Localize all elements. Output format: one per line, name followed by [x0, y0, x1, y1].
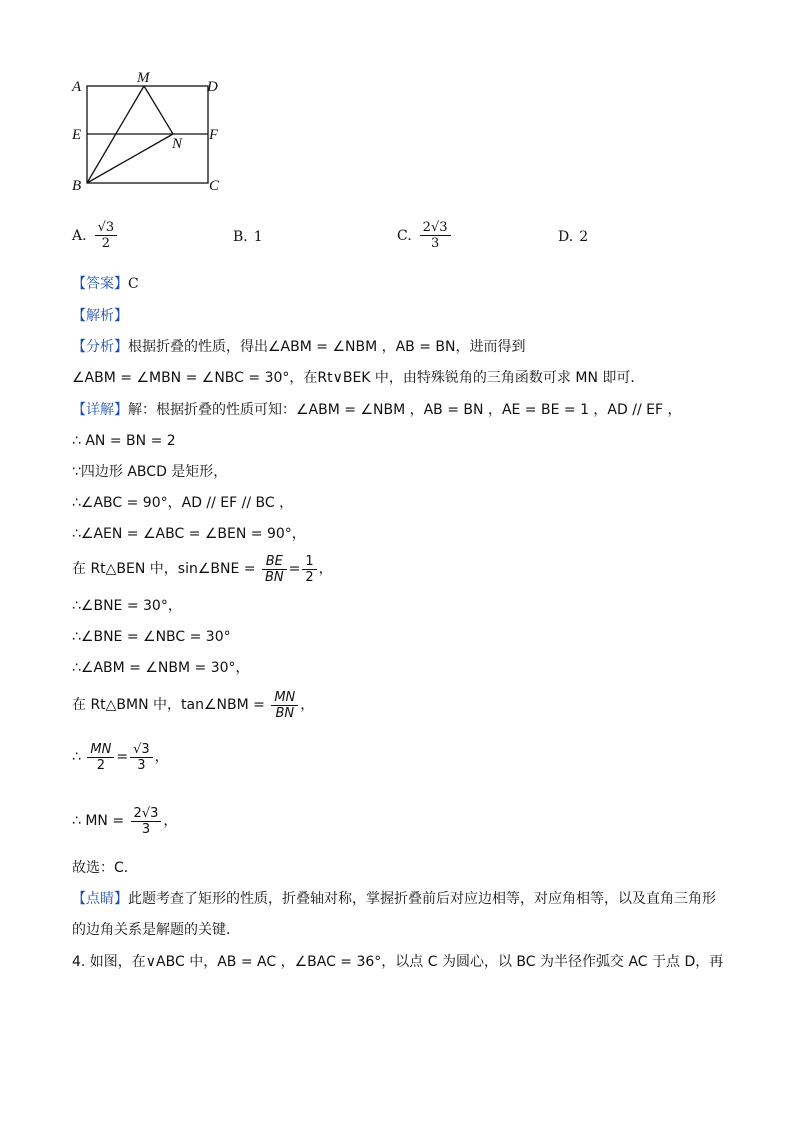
label-f: F	[209, 127, 219, 143]
fenxi-line-2: ∠ABM = ∠MBN = ∠NBC = 30°，在Rt∨BEK 中，由特殊锐角的三角函数可求 MN 即可．	[72, 370, 645, 386]
segment-mn	[144, 86, 173, 134]
choose-line: 故选：C．	[72, 860, 138, 876]
option-fraction: $\frac{√3}{2}$	[95, 220, 118, 251]
option-b	[233, 229, 263, 245]
answer-line	[72, 274, 139, 294]
option-a	[72, 220, 119, 251]
fenxi-line-1: 【分析】根据折叠的性质，得出∠ABM = ∠NBM ，AB = BN，进而得到	[72, 339, 526, 355]
question-4: 4. 如图，在∨ABC 中，AB = AC ，∠BAC = 36°，以点 C 为圆心，以 BC 为半径作弧交 AC 于点 D，再	[72, 954, 724, 970]
label-a: A	[72, 79, 82, 95]
label-m: M	[137, 70, 150, 86]
step-7: ∴∠BNE = ∠NBC = 30°	[72, 629, 231, 645]
option-value: 1	[253, 229, 263, 245]
step-2: ∵四边形 ABCD 是矩形，	[72, 464, 228, 480]
geometry-figure	[66, 66, 236, 196]
step-10: ∴ $\frac{MN}{2}$ = $\frac{√3}{3}$ ，	[72, 741, 169, 773]
step-5: 在 Rt△BEN 中，sin∠BNE = $\frac{BE}{BN}$ = $\frac{1}{2}$ ，	[72, 553, 333, 585]
option-c	[397, 220, 453, 251]
option-letter: D.	[558, 229, 574, 245]
step-6: ∴∠BNE = 30°，	[72, 598, 182, 614]
label-d: D	[207, 79, 218, 95]
step-4: ∴∠AEN = ∠ABC = ∠BEN = 90°，	[72, 526, 306, 542]
analysis-heading: 【解析】	[72, 308, 128, 324]
label-e: E	[72, 127, 82, 143]
xiangjie-intro: 【详解】解：根据折叠的性质可知：∠ABM = ∠NBM ，AB = BN ，AE = BE = 1 ，AD // EF ，	[72, 402, 682, 418]
step-1: ∴ AN = BN = 2	[72, 433, 176, 449]
dianjing-line-1: 【点睛】此题考查了矩形的性质，折叠轴对称，掌握折叠前后对应边相等，对应角相等，以及直角三角形	[72, 891, 716, 907]
dianjing-line-2: 的边角关系是解题的关键．	[72, 922, 240, 938]
answer-tag: 【答案】	[72, 276, 128, 292]
segment-bn	[87, 134, 173, 183]
label-n: N	[172, 136, 183, 152]
step-11: ∴ MN = $\frac{2√3}{3}$ ，	[72, 805, 178, 837]
option-letter: C.	[397, 227, 412, 244]
option-fraction: $\frac{2√3}{3}$	[420, 220, 451, 251]
step-8: ∴∠ABM = ∠NBM = 30°，	[72, 660, 250, 676]
step-9: 在 Rt△BMN 中，tan∠NBM = $\frac{MN}{BN}$ ，	[72, 689, 315, 721]
option-d	[558, 229, 588, 245]
label-c: C	[209, 178, 220, 194]
option-letter: A.	[72, 227, 87, 244]
step-3: ∴∠ABC = 90°，AD // EF // BC ，	[72, 495, 294, 511]
option-letter: B.	[233, 229, 248, 245]
label-b: B	[72, 178, 82, 194]
option-value: 2	[579, 229, 589, 245]
answer-value: C	[128, 276, 139, 292]
